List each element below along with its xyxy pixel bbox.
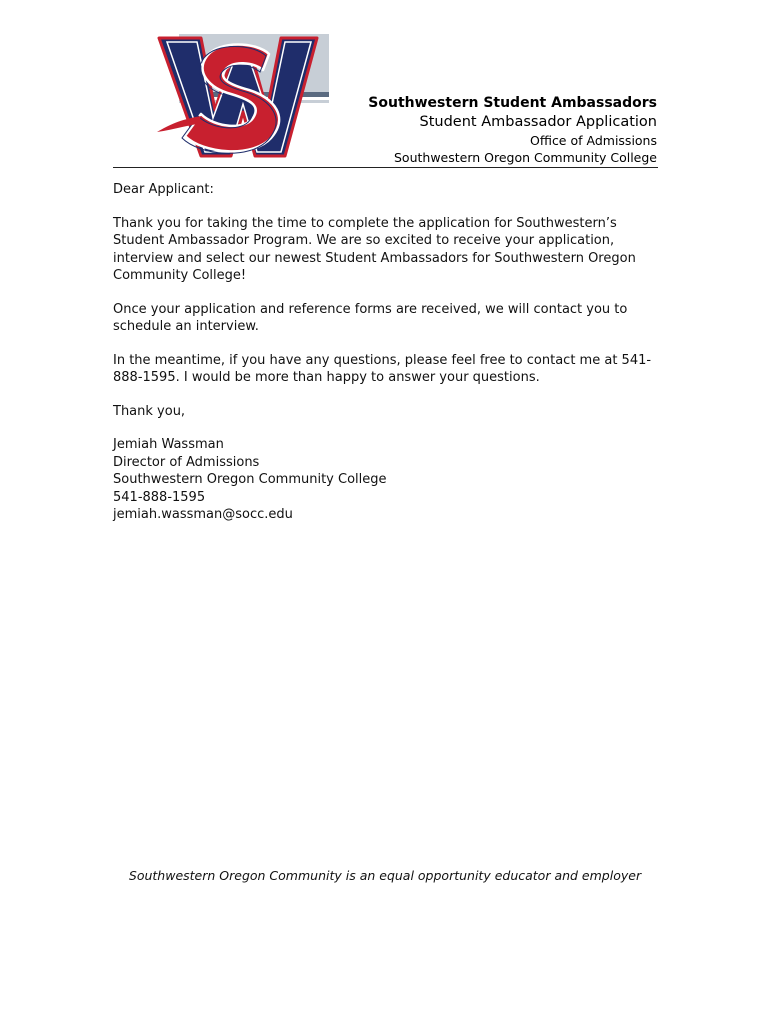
header-divider <box>113 167 658 168</box>
paragraph-3: In the meantime, if you have any questions, please feel free to contact me at 541-888-1595. I would be more than happy to answer your questions. <box>113 352 652 385</box>
salutation: Dear Applicant: <box>113 182 214 197</box>
signature-email: jemiah.wassman@socc.edu <box>113 507 293 522</box>
letterhead-college: Southwestern Oregon Community College <box>394 150 657 165</box>
signature-title: Director of Admissions <box>113 454 260 470</box>
paragraph-1: Thank you for taking the time to complete the application for Southwestern’s Student Ambassador Program. We are so excited to receive your application, interview and select our newest Student Ambassadors for Southwestern Oregon Community College! <box>113 215 636 283</box>
signature-organization: Southwestern Oregon Community College <box>113 472 387 487</box>
paragraph-2: Once your application and reference forms are received, we will contact you to schedule an interview. <box>113 301 628 334</box>
letterhead-title: Southwestern Student Ambassadors <box>368 95 657 111</box>
closing: Thank you, <box>113 403 186 419</box>
letterhead-office: Office of Admissions <box>530 133 657 148</box>
signature-name: Jemiah Wassman <box>113 437 224 452</box>
letterhead <box>237 94 657 166</box>
signature-block <box>113 436 658 524</box>
signature-phone: 541-888-1595 <box>113 489 206 505</box>
footer-eeo-statement: Southwestern Oregon Community is an equal opportunity educator and employer <box>128 868 642 883</box>
letterhead-subtitle: Student Ambassador Application <box>419 114 657 130</box>
letter-body <box>113 181 658 524</box>
